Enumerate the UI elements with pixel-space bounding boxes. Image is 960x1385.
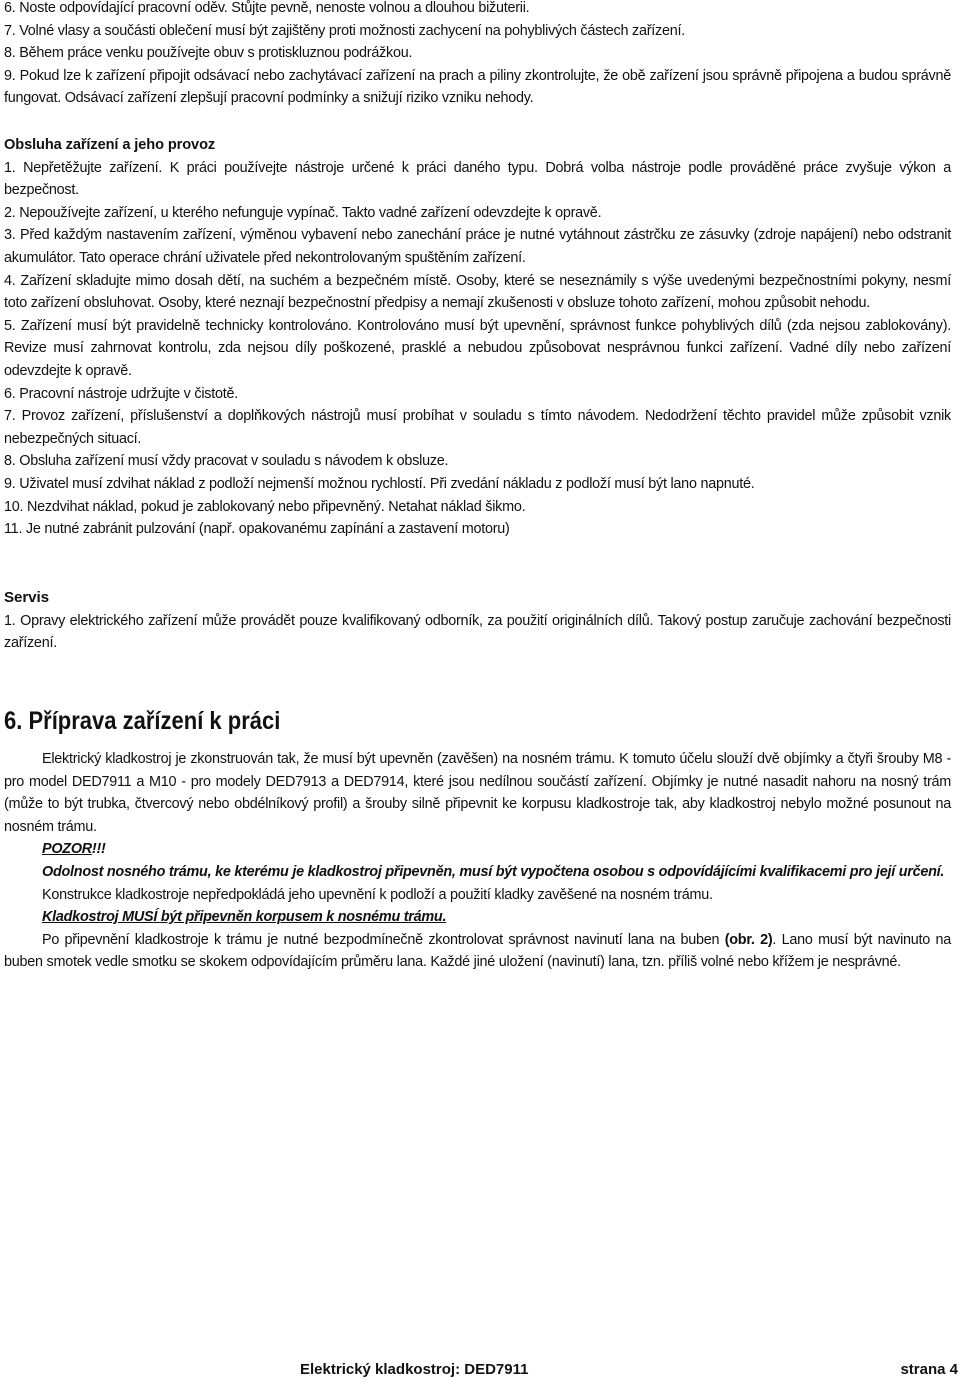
chapter-paragraph-1: Elektrický kladkostroj je zkonstruován tak, že musí být upevněn (zavěšen) na nosném trámu. K tomuto účelu slouží dvě objímky a čtyři šrouby M8 - pro model DED7911 a M10 - pro modely DED7913 a DED7914, které jsou nedílnou součástí zařízení. Objímky je nutné nasadit nahoru na nosný trám (může to být trubka, čtvercový nebo obdélníkový profil) a šrouby silně připevnit ke korpusu kladkostroje tak, aby kladkostroj nebylo možné posunout na nosném trámu.: [4, 751, 951, 835]
operation-item: 7. Provoz zařízení, příslušenství a doplňkových nástrojů musí probíhat v souladu s tímto návodem. Nedodržení těchto pravidel může způsobit vznik nebezpečných situací.: [4, 408, 951, 447]
chapter-paragraph-4-end: . Lano musí být navinuto na buben smotek vedle smotku se skokem odpovídajícím průměru lana. Každé jiné uložení (navinutí) lana, tzn. příliš volné nebo křížem je nesprávné.: [4, 931, 951, 971]
service-heading: Servis: [4, 589, 49, 606]
operation-item: 5. Zařízení musí být pravidelně technicky kontrolováno. Kontrolováno musí být upevnění, správnost funkce pohyblivých dílů (zda nejsou zablokovány). Revize musí zahrnovat kontrolu, zda nejsou díly poškozené, prasklé a nebudou způsobovat nesprávnou funkci zařízení. Vadné díly nebo zařízení odevzdejte k opravě.: [4, 317, 951, 379]
chapter-title: 6. Příprava zařízení k práci: [4, 707, 281, 735]
chapter-paragraph-4: [4, 929, 951, 974]
operation-item: 10. Nezdvihat náklad, pokud je zablokovaný nebo připevněný. Netahat náklad šikmo.: [4, 498, 526, 515]
operation-item: 8. Obsluha zařízení musí vždy pracovat v souladu s návodem k obsluze.: [4, 453, 449, 470]
chapter-paragraph-2: Konstrukce kladkostroje nepředpokládá jeho upevnění k podloží a použití kladky zavěšené na nosném trámu.: [42, 886, 713, 903]
warning-line: [4, 838, 951, 861]
warning-marks: !!!: [91, 841, 106, 858]
chapter-paragraph-4-start: Po připevnění kladkostroje k trámu je nutné bezpodmínečně zkontrolovat správnost navinutí lana na buben: [42, 931, 725, 948]
chapter-paragraph-3: Kladkostroj MUSÍ být připevněn korpusem k nosnému trámu.: [42, 909, 447, 926]
chapter-paragraph-3-line: [4, 906, 951, 929]
footer-document-title: Elektrický kladkostroj: DED7911: [300, 1361, 529, 1378]
operation-item: 2. Nepoužívejte zařízení, u kterého nefunguje vypínač. Takto vadné zařízení odevzdejte k opravě.: [4, 204, 602, 221]
intro-item: 9. Pokud lze k zařízení připojit odsávací nebo zachytávací zařízení na prach a piliny zkontrolujte, že obě zařízení jsou správně připojena a budou správně fungovat. Odsávací zařízení zlepšují pracovní podmínky a snižují riziko vzniku nehody.: [4, 67, 951, 107]
intro-item: 8. Během práce venku používejte obuv s protiskluznou podrážkou.: [4, 45, 413, 62]
figure-reference: (obr. 2): [724, 931, 773, 948]
chapter-section: [4, 704, 951, 974]
service-section: [4, 587, 951, 655]
intro-item: 6. Noste odpovídající pracovní oděv. Stůjte pevně, nenoste volnou a dlouhou bižuterii.: [4, 0, 530, 16]
operation-item: 6. Pracovní nástroje udržujte v čistotě.: [4, 385, 238, 402]
operation-item: 4. Zařízení skladujte mimo dosah dětí, na suchém a bezpečném místě. Osoby, které se neseznámily s výše uvedenými bezpečnostními pokyny, nesmí toto zařízení obsluhovat. Osoby, které neznají bezpečnostní předpisy a nemají zkušenosti v obsluze tohoto zařízení, mohou způsobit nehodu.: [4, 272, 951, 312]
operation-item: 1. Nepřetěžujte zařízení. K práci používejte nástroje určené k práci daného typu. Dobrá volba nástroje podle prováděné práce zvyšuje výkon a bezpečnost.: [4, 159, 951, 199]
operation-heading: Obsluha zařízení a jeho provoz: [4, 137, 216, 153]
service-item: 1. Opravy elektrického zařízení může provádět pouze kvalifikovaný odborník, za použití originálních dílů. Takový postup zaručuje zachování bezpečnosti zařízení.: [4, 612, 951, 652]
operation-item: 9. Uživatel musí zdvihat náklad z podloží nejmenší možnou rychlostí. Při zvedání nákladu z podloží musí být lano napnuté.: [4, 475, 755, 492]
warning-text: Odolnost nosného trámu, ke kterému je kladkostroj připevněn, musí být vypočtena osobou s odpovídájícími kvalifikacemi pro její určení.: [42, 863, 945, 880]
operation-item: 11. Je nutné zabránit pulzování (např. opakovanému zapínání a zastavení motoru): [4, 521, 510, 538]
operation-section: [4, 134, 951, 541]
intro-list: [4, 0, 951, 110]
operation-item: 3. Před každým nastavením zařízení, výměnou vybavení nebo zanechání práce je nutné vytáhnout zástrčku ze zásuvky (zdroje napájení) nebo odstranit akumulátor. Tato operace chrání uživatele před nekontrolovaným spuštěním zařízení.: [4, 227, 951, 266]
page-footer: [0, 1361, 960, 1385]
footer-page-number: strana 4: [900, 1361, 958, 1378]
intro-item: 7. Volné vlasy a součásti oblečení musí být zajištěny proti možnosti zachycení na pohyblivých částech zařízení.: [4, 22, 685, 39]
warning-label: POZOR: [42, 841, 92, 858]
